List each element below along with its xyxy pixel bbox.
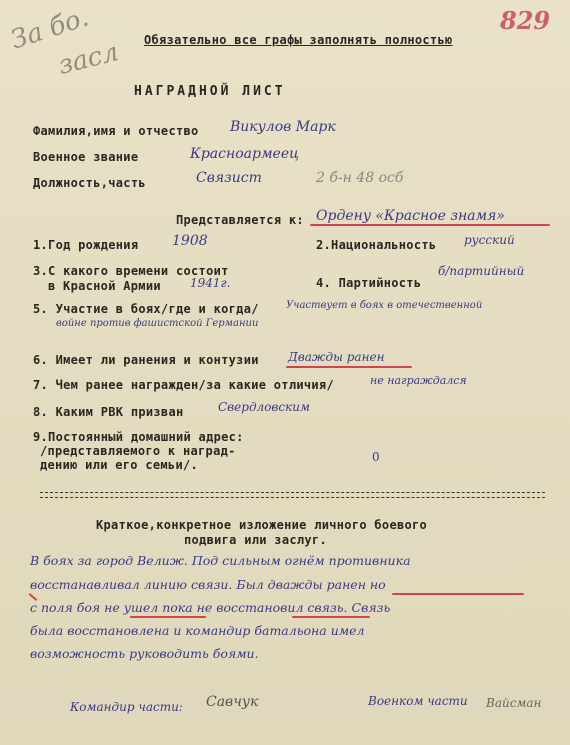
- home-address-label-line1: 9.Постоянный домашний адрес:: [33, 430, 244, 444]
- previous-awards-label: 7. Чем ранее награжден/за какие отличия/: [33, 378, 334, 392]
- combat-participation-value-line1: Участвует в боях в отечественной: [286, 300, 483, 311]
- home-address-label-line3: дению или его семьи/.: [40, 458, 199, 472]
- rank-label: Военное звание: [33, 150, 139, 164]
- draft-office-label: 8. Каким РВК призван: [33, 405, 184, 419]
- summary-text-line1: В боях за город Велиж. Под сильным огнём противника: [30, 553, 411, 568]
- home-address-value: 0: [372, 450, 380, 464]
- army-since-label-line1: 3.С какого времени состоит: [33, 264, 229, 278]
- summary-text-line2: восстанавливал линию связи. Был дважды ранен но: [30, 577, 386, 592]
- wounds-underline: [286, 366, 412, 368]
- nominated-underline: [310, 224, 550, 226]
- summary-text-line4: была восстановлена и командир батальона имел: [30, 623, 365, 638]
- birth-year-label: 1.Год рождения: [33, 238, 139, 252]
- army-since-value: 1941г.: [190, 276, 231, 290]
- party-label: 4. Партийность: [316, 276, 422, 290]
- draft-office-value: Свердловским: [218, 400, 310, 414]
- summary-underline-restored: [292, 616, 370, 618]
- army-since-label-line2: в Красной Армии: [48, 279, 161, 293]
- position-label: Должность,часть: [33, 176, 146, 190]
- section-divider: [40, 492, 545, 498]
- mandatory-notice: Обязательно все графы заполнять полностью: [144, 33, 453, 47]
- council-label: Военком части: [368, 694, 468, 708]
- pencil-note-line1: За бо.: [7, 2, 93, 56]
- summary-text-line5: возможность руководить боями.: [30, 646, 259, 661]
- combat-participation-value-line2: войне против фашистской Германии: [56, 318, 259, 329]
- corner-stamp-number: 829: [500, 6, 551, 35]
- commander-signature: Савчук: [206, 694, 259, 710]
- nominated-value: Ордену «Красное знамя»: [316, 208, 505, 224]
- pencil-note-line2: засл: [55, 37, 122, 81]
- page-title: НАГРАДНОЙ ЛИСТ: [134, 84, 286, 99]
- position-value: Связист: [196, 170, 262, 186]
- summary-underline-wounded: [392, 593, 524, 595]
- summary-heading-line2: подвига или заслуг.: [184, 533, 327, 547]
- nationality-label: 2.Национальность: [316, 238, 437, 252]
- rank-value: Красноармеец: [190, 146, 299, 162]
- home-address-label-line2: /представляемого к наград-: [40, 444, 236, 458]
- previous-awards-value: не награждался: [370, 374, 467, 387]
- birth-year-value: 1908: [172, 233, 208, 249]
- commander-label: Командир части:: [70, 700, 183, 714]
- summary-underline-not-left: [130, 616, 206, 618]
- council-signature: Вайсман: [486, 696, 542, 710]
- combat-participation-label: 5. Участие в боях/где и когда/: [33, 302, 259, 316]
- name-label: Фамилия,имя и отчество: [33, 124, 199, 138]
- name-value: Викулов Марк: [230, 119, 336, 135]
- summary-text-line3: с поля боя не ушел пока не восстановил связь. Связь: [30, 600, 391, 615]
- nationality-value: русский: [464, 233, 515, 247]
- party-value: б/партийный: [438, 264, 525, 278]
- nominated-label: Представляется к:: [176, 213, 304, 227]
- summary-heading-line1: Краткое,конкретное изложение личного боевого: [96, 518, 428, 532]
- wounds-value: Дважды ранен: [288, 350, 385, 364]
- unit-value: 2 б-н 48 осб: [316, 170, 404, 186]
- wounds-label: 6. Имеет ли ранения и контузии: [33, 353, 259, 367]
